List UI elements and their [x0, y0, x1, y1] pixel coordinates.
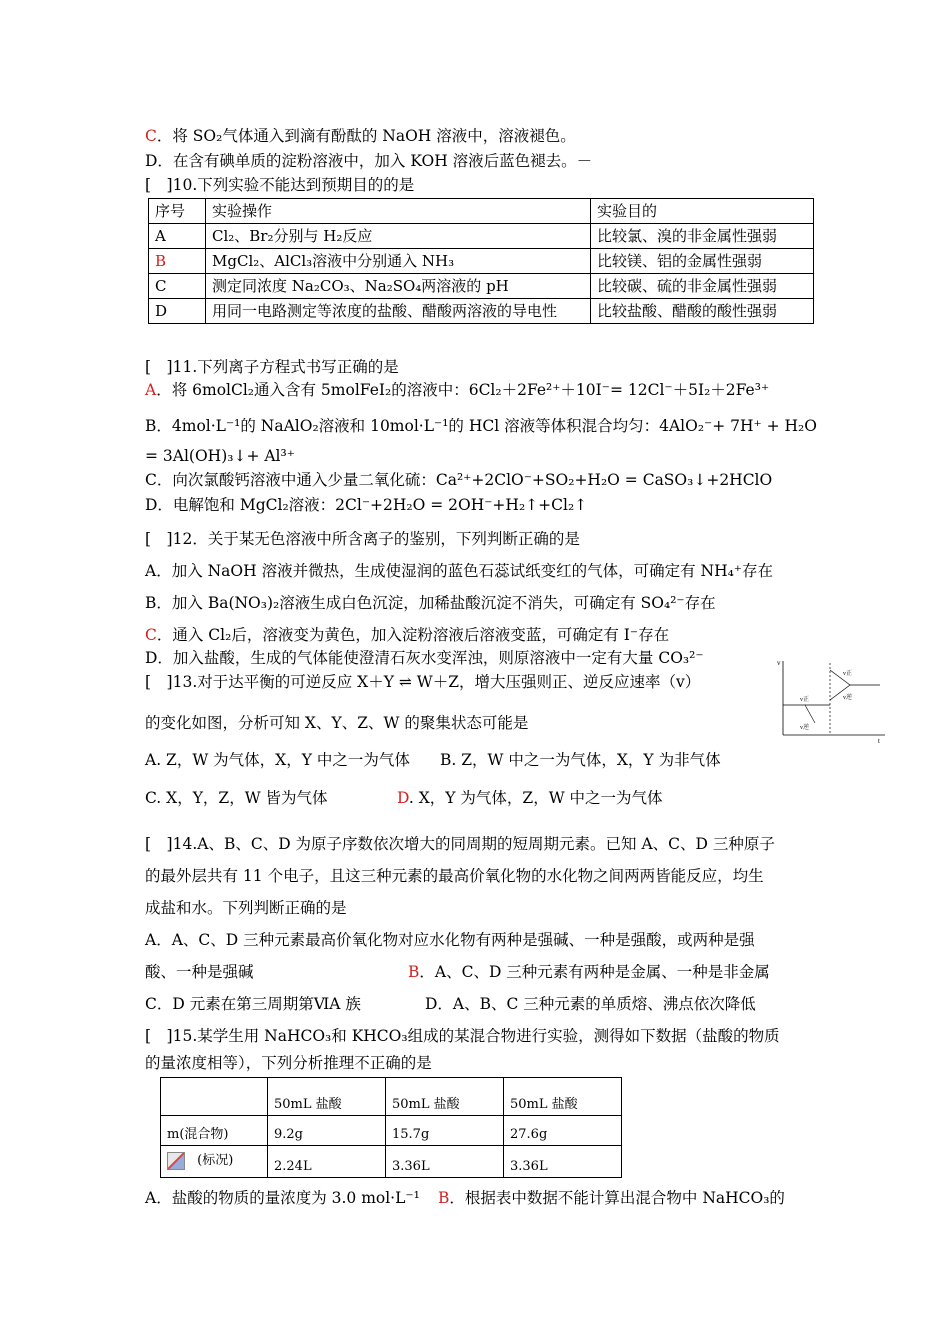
row-goal: 比较镁、铝的金属性强弱	[591, 249, 814, 274]
q13-option-b: B. Z，W 中之一为气体，X，Y 为非气体	[440, 751, 721, 769]
table-row	[149, 249, 814, 274]
annotation-line	[805, 705, 815, 723]
v-forward-label-left: v正	[800, 697, 810, 703]
q9-option-d: D．在含有碘单质的淀粉溶液中，加入 KOH 溶液后蓝色褪去。－	[145, 152, 593, 170]
v-axis-label: v	[777, 659, 781, 667]
q10-table	[148, 198, 814, 324]
row-id: D	[149, 299, 206, 324]
q11-option-c: C．向次氯酸钙溶液中通入少量二氧化硫：Ca²⁺+2ClO⁻+SO₂+H₂O = CaSO₃↓+2HClO	[145, 471, 773, 489]
q12-option-a: A．加入 NaOH 溶液并微热，生成使湿润的蓝色石蕊试纸变红的气体，可确定有 NH₄⁺存在	[145, 562, 773, 580]
row-label-cell	[161, 1146, 268, 1178]
row-operation: 用同一电路测定等浓度的盐酸、醋酸两溶液的导电性	[206, 299, 591, 324]
header-cell	[161, 1078, 268, 1116]
row-goal: 比较氯、溴的非金属性强弱	[591, 224, 814, 249]
header-cell: 序号	[149, 199, 206, 224]
q13-option-d: D. X，Y 为气体，Z，W 中之一为气体	[397, 789, 663, 807]
header-cell: 50mL 盐酸	[268, 1078, 386, 1116]
q12-option-d: D．加入盐酸，生成的气体能使澄清石灰水变浑浊，则原溶液中一定有大量 CO₃²⁻	[145, 649, 704, 667]
header-cell: 50mL 盐酸	[504, 1078, 622, 1116]
q14-option-d: D．A、B、C 三种元素的单质熔、沸点依次降低	[425, 995, 756, 1013]
q11-option-b: B．4mol·L⁻¹的 NaAlO₂溶液和 10mol·L⁻¹的 HCl 溶液等体积混合均匀：4AlO₂⁻+ 7H⁺ + H₂O	[145, 417, 817, 435]
row-goal: 比较碳、硫的非金属性强弱	[591, 274, 814, 299]
cell: 3.36L	[386, 1146, 504, 1178]
row-operation: 测定同浓度 Na₂CO₃、Na₂SO₄两溶液的 pH	[206, 274, 591, 299]
row-operation: Cl₂、Br₂分别与 H₂反应	[206, 224, 591, 249]
broken-image-icon	[167, 1152, 185, 1170]
table-row	[149, 299, 814, 324]
q15-stem-cont: 的量浓度相等），下列分析推理不正确的是	[145, 1054, 432, 1072]
t-axis-label: t	[878, 737, 880, 745]
cell: 15.7g	[386, 1116, 504, 1146]
v-reverse-label: v逆	[843, 695, 853, 701]
q12-option-c: C．通入 Cl₂后，溶液变为黄色，加入淀粉溶液后溶液变蓝，可确定有 I⁻存在	[145, 626, 670, 644]
q14-option-a: A．A、C、D 三种元素最高价氧化物对应水化物有两种是强碱、一种是强酸，或两种是强	[145, 931, 755, 949]
cell: 3.36L	[504, 1146, 622, 1178]
table-row	[149, 274, 814, 299]
row-id: A	[149, 224, 206, 249]
table-header-row	[161, 1078, 622, 1116]
q9-option-c: C．将 SO₂气体通入到滴有酚酞的 NaOH 溶液中，溶液褪色。	[145, 127, 576, 145]
q15-option-a: A．盐酸的物质的量浓度为 3.0 mol·L⁻¹	[145, 1189, 420, 1207]
q14-stem-cont2: 成盐和水。下列判断正确的是	[145, 899, 347, 917]
cell: 2.24L	[268, 1146, 386, 1178]
row-id: B	[149, 249, 206, 274]
q11-option-b-cont: = 3Al(OH)₃↓+ Al³⁺	[145, 447, 295, 465]
q13-option-c: C. X，Y，Z，W 皆为气体	[145, 789, 328, 807]
q14-stem-cont1: 的最外层共有 11 个电子，且这三种元素的最高价氧化物的水化物之间两两皆能反应，均生	[145, 867, 764, 885]
q13-stem: [ ]13.对于达平衡的可逆反应 X＋Y ⇌ W＋Z，增大压强则正、逆反应速率（v）	[145, 673, 701, 691]
header-cell: 实验目的	[591, 199, 814, 224]
header-cell: 50mL 盐酸	[386, 1078, 504, 1116]
cell: 27.6g	[504, 1116, 622, 1146]
q12-option-b: B．加入 Ba(NO₃)₂溶液生成白色沉淀，加稀盐酸沉淀不消失，可确定有 SO₄²⁻存在	[145, 594, 716, 612]
q14-option-a-cont: 酸、一种是强碱	[145, 963, 254, 981]
row-label: (标况)	[197, 1153, 234, 1168]
q11-stem: [ ]11.下列离子方程式书写正确的是	[145, 358, 399, 376]
table-row	[149, 224, 814, 249]
q12-stem: [ ]12．关于某无色溶液中所含离子的鉴别，下列判断正确的是	[145, 530, 580, 548]
header-cell: 实验操作	[206, 199, 591, 224]
row-goal: 比较盐酸、醋酸的酸性强弱	[591, 299, 814, 324]
table-header-row	[149, 199, 814, 224]
q14-option-c: C．D 元素在第三周期第ⅥA 族	[145, 995, 361, 1013]
q11-option-d: D．电解饱和 MgCl₂溶液：2Cl⁻+2H₂O = 2OH⁻+H₂↑+Cl₂↑	[145, 496, 588, 514]
row-id: C	[149, 274, 206, 299]
q15-option-b: B．根据表中数据不能计算出混合物中 NaHCO₃的	[438, 1189, 785, 1207]
table-row	[161, 1116, 622, 1146]
q15-stem: [ ]15.某学生用 NaHCO₃和 KHCO₃组成的某混合物进行实验，测得如下数据（盐酸的物质	[145, 1027, 780, 1045]
q11-option-a: A．将 6molCl₂通入含有 5molFeI₂的溶液中：6Cl₂＋2Fe²⁺＋10I⁻= 12Cl⁻＋5I₂＋2Fe³⁺	[145, 381, 770, 399]
q13-stem-cont: 的变化如图，分析可知 X、Y、Z、W 的聚集状态可能是	[145, 714, 529, 732]
row-label: m(混合物)	[161, 1116, 268, 1146]
row-operation: MgCl₂、AlCl₃溶液中分别通入 NH₃	[206, 249, 591, 274]
v-forward-label: v正	[843, 671, 853, 677]
q10-stem: [ ]10.下列实验不能达到预期目的的是	[145, 176, 415, 194]
q14-option-b: B．A、C、D 三种元素有两种是金属、一种是非金属	[408, 963, 770, 981]
v-reverse-label-left: v逆	[800, 725, 810, 731]
cell: 9.2g	[268, 1116, 386, 1146]
table-row	[161, 1146, 622, 1178]
q14-stem: [ ]14.A、B、C、D 为原子序数依次增大的同周期的短周期元素。已知 A、C、D 三种原子	[145, 835, 775, 853]
rate-time-graph	[775, 655, 890, 745]
q15-table	[160, 1077, 622, 1178]
q13-option-a: A. Z，W 为气体，X，Y 中之一为气体	[145, 751, 410, 769]
